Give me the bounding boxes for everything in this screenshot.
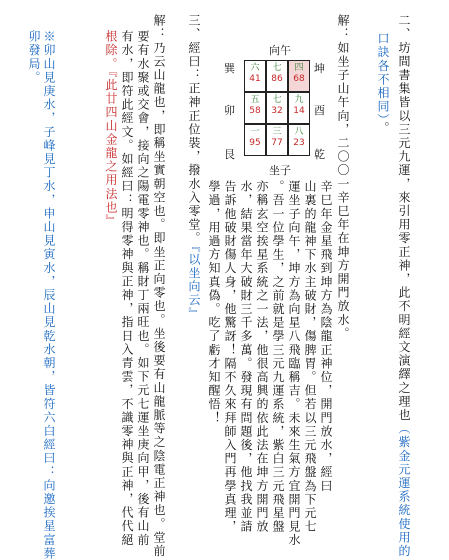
grid-cell: 一 95 [244,124,266,156]
grid-cell-highlighted: 四 68 [288,60,310,92]
question-2-line: 二、坊間書集皆以三元九運，來引用零正神，此不明經文演繹之理也（紫金元運系統使用的 [397,14,411,558]
direction-top-right: 坤 [314,62,325,75]
direction-left: 卯 [224,104,235,117]
footnote-line: ※卯山見庚水，子峰見丁水，申山見寅水，辰山見乾水朝，皆符六白經曰：向邀挨星富葬 [42,30,56,560]
answer-2-text-line: 山裏的龍神下水主破財，傷脾胃。但若以三元飛盤為下元七 [303,180,317,534]
answer-2-text-line: 。吾一位學生，之前就是學三元九運系統，紫白三元飛星盤 [271,180,285,534]
answer-2-text-line: 告訴他破財傷人身，他驚訝！隔不久來拜師入門再學真理， [223,180,237,534]
answer-2-text-line: 亦稱玄空挨星系統之一法，他很高興的依此法在坤方開門放 [255,180,269,534]
direction-top: 向午 [269,44,291,57]
direction-top-left: 巽 [224,62,235,75]
answer-2-label: 解：如坐子山午向，二〇〇一辛巳年在坤方開門放水。 [336,14,350,341]
answer-3-text-line: 根除。『此廿四山金龍之用法也』 [104,30,118,228]
grid-cell: 九 14 [288,92,310,124]
direction-bottom-right: 乾 [314,148,325,161]
answer-2-text-line: 辛巳年金星飛到坤方為陰龍正神位，開門放水，經曰 [319,180,333,493]
flying-star-diagram [222,40,332,190]
footnote-line: 卯發局。 [27,30,41,85]
grid-cell: 八 23 [288,124,310,156]
question-3-line: 三、經曰：正神正位裝，撥水入零堂。『以坐向云』 [187,14,201,321]
grid-cell: 五 58 [244,92,266,124]
grid-cell: 七 32 [266,92,288,124]
star-grid [244,60,310,156]
answer-3-text-line: 有水，即符此經文。如經曰：明得零神與正神，指日入青雲，不識零神與正神，代代絕 [120,30,134,547]
answer-2-text-line: 運坐子向午，坤方為向星八飛臨稱吉。未來生氣方宜開門見水 [287,180,301,548]
answer-3-text-line: 要有水聚或交會，接向之陽電零神也。稱財丁兩旺也。如下元七運坐庚向甲，後有山前 [136,30,150,547]
grid-cell: 七 86 [266,60,288,92]
answer-3-label: 解：乃云山龍也，即稱坐實朝空也。即坐正向零也。坐後要有山龍脈等之陰電正神也。堂前 [152,14,166,558]
grid-cell: 三 77 [266,124,288,156]
direction-bottom: 坐子 [269,164,291,177]
grid-cell: 六 41 [244,60,266,92]
answer-2-text-line: 學過，用過方知真偽。吃了虧才知醒悟！ [207,180,221,425]
answer-2-text-line: 水，結果當年大破財三千多萬。發現有問題後，他找我並請 [239,180,253,534]
direction-right: 酉 [314,104,325,117]
direction-bottom-left: 艮 [224,148,235,161]
question-2-note: 口訣各不相同）。 [376,32,390,135]
